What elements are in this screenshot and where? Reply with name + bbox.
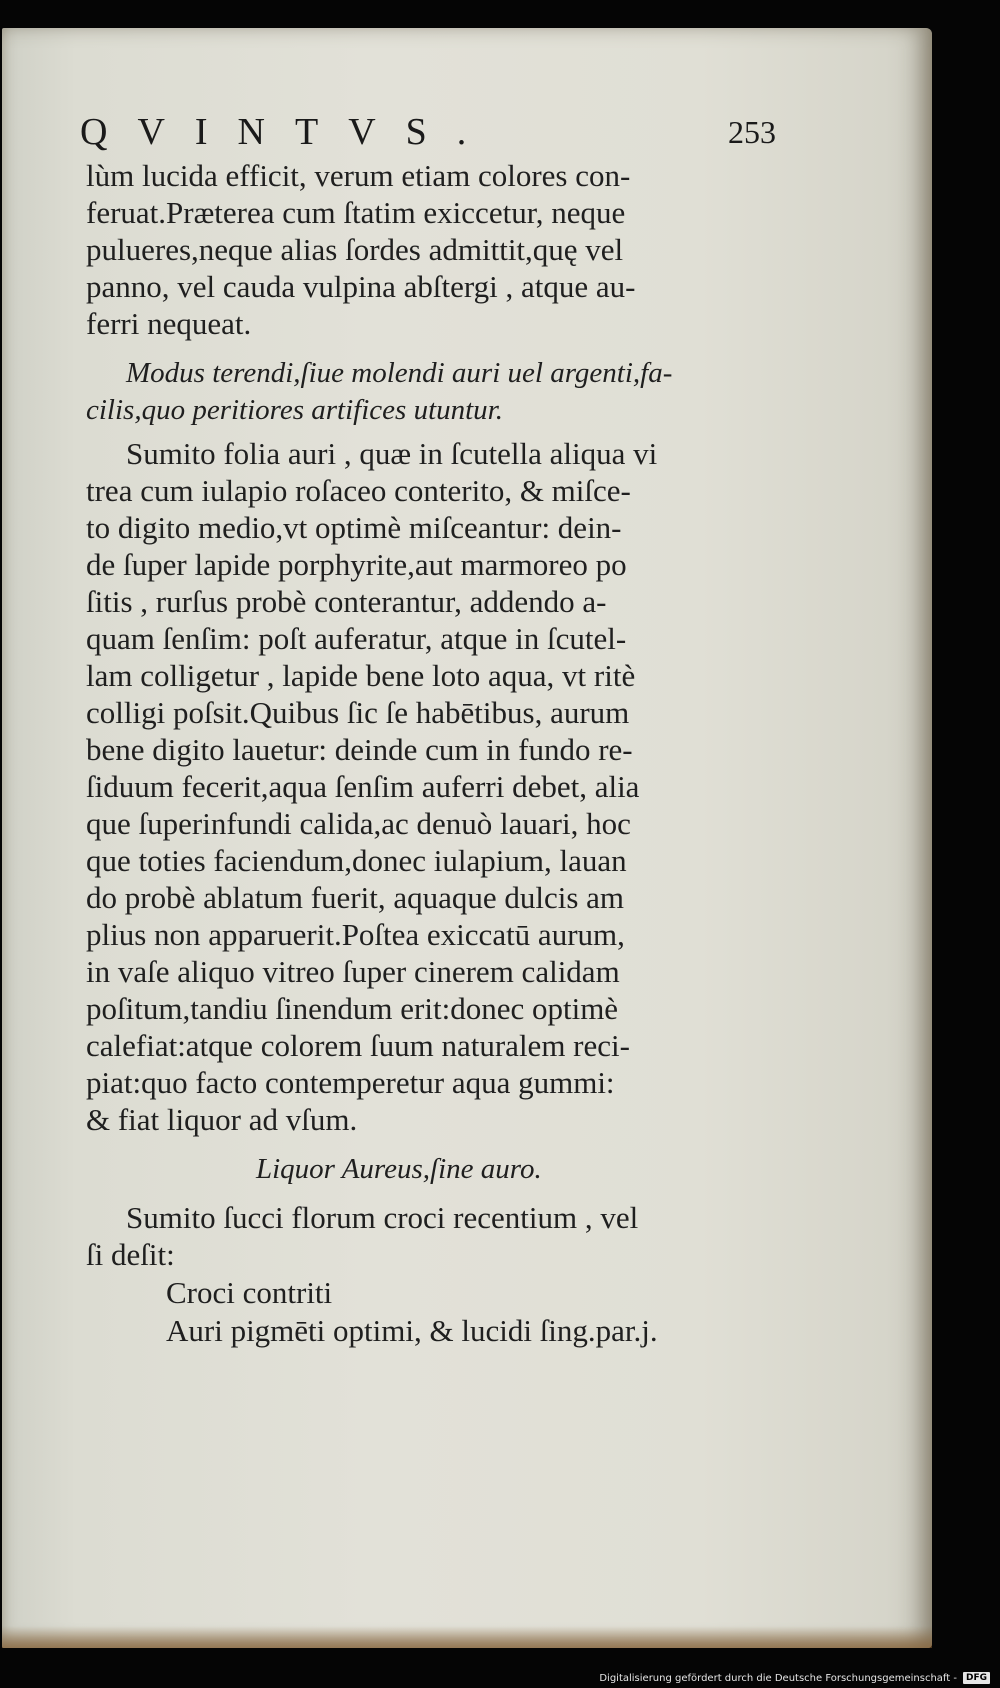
text-line: que toties faciendum,donec iulapium, lauan	[86, 843, 627, 878]
text-line: piat:quo facto contemperetur aqua gummi:	[86, 1065, 615, 1100]
page-bottom-edge	[2, 1626, 932, 1648]
recipe-line: Croci contriti	[166, 1275, 333, 1310]
text-line: lam colligetur , lapide bene loto aqua, vt ritè	[86, 658, 636, 693]
section-heading: Modus terendi,ſiue molendi auri uel argenti,fa-	[126, 357, 673, 389]
text-line: lùm lucida efficit, verum etiam colores con-	[86, 158, 631, 193]
text-line: bene digito lauetur: deinde cum in fundo re-	[86, 732, 633, 767]
text-line: & fiat liquor ad vſum.	[86, 1102, 358, 1137]
section-heading: cilis,quo peritiores artifices utuntur.	[86, 394, 504, 426]
text-line: to digito medio,vt optimè miſceantur: dein-	[86, 510, 622, 545]
text-line: in vaſe aliquo vitreo ſuper cinerem calidam	[86, 954, 620, 989]
text-line: pulueres,neque alias ſordes admittit,quę vel	[86, 232, 624, 267]
text-line: feruat.Præterea cum ſtatim exiccetur, neque	[86, 195, 626, 230]
recipe-line: Auri pigmēti optimi, & lucidi ſing.par.j.	[166, 1313, 658, 1348]
text-line: quam ſenſim: poſt auferatur, atque in ſcutel-	[86, 621, 627, 656]
text-line: calefiat:atque colorem ſuum naturalem reci-	[86, 1028, 630, 1063]
credit-text: Digitalisierung gefördert durch die Deutsche Forschungsgemeinschaft -	[599, 1672, 957, 1684]
text-line: colligi poſsit.Quibus ſic ſe habētibus, aurum	[86, 695, 630, 730]
text-line: ſitis , rurſus probè conterantur, addendo a-	[86, 584, 607, 619]
text-line: ferri nequeat.	[86, 306, 252, 341]
text-line: ſi deſit:	[86, 1237, 175, 1272]
text-line: Sumito ſucci florum croci recentium , vel	[126, 1200, 639, 1235]
section-heading: Liquor Aureus,ſine auro.	[256, 1153, 542, 1185]
text-line: panno, vel cauda vulpina abſtergi , atque au-	[86, 269, 636, 304]
text-line: poſitum,tandiu ſinendum erit:donec optimè	[86, 991, 619, 1026]
digitization-credit	[599, 1672, 990, 1684]
text-line: plius non apparuerit.Poſtea exiccatū aurum,	[86, 917, 625, 952]
dfg-logo-icon: DFG	[963, 1672, 990, 1684]
page-number: 253	[728, 114, 776, 150]
page-header	[80, 110, 776, 160]
running-head: QVINTVS.	[80, 111, 497, 153]
text-line: do probè ablatum fuerit, aquaque dulcis am	[86, 880, 625, 915]
text-line: de ſuper lapide porphyrite,aut marmoreo po	[86, 547, 627, 582]
text-line: que ſuperinfundi calida,ac denuò lauari, hoc	[86, 806, 631, 841]
text-line: trea cum iulapio roſaceo conterito, & miſce-	[86, 473, 631, 508]
text-line: ſiduum fecerit,aqua ſenſim auferri debet, alia	[86, 769, 640, 804]
text-line: Sumito folia auri , quæ in ſcutella aliqua vi	[126, 436, 658, 471]
